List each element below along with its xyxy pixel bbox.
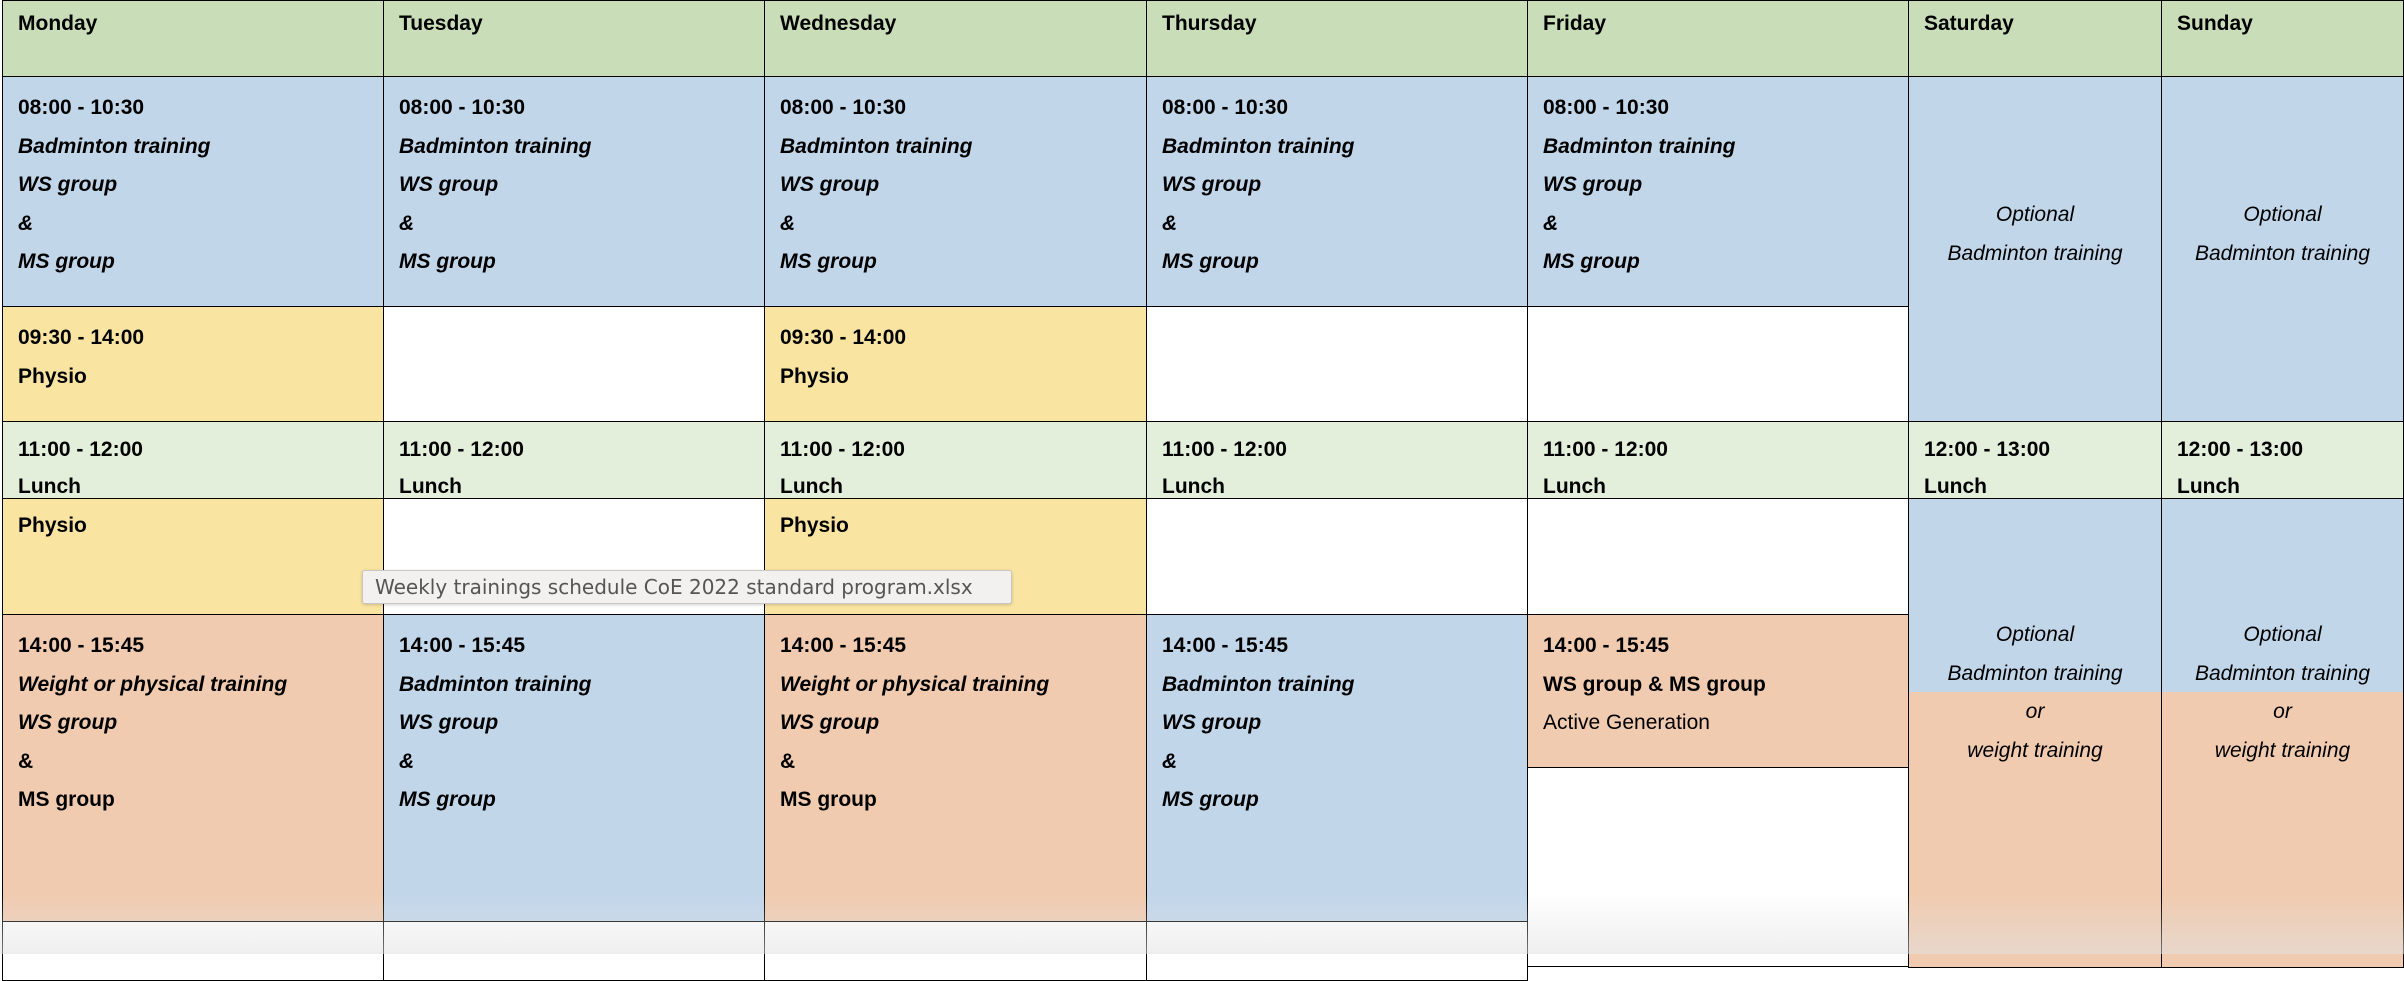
activity-label: Physio [780,364,849,388]
time-label: 14:00 - 15:45 [1162,634,1289,657]
group-label: MS group [1162,788,1259,811]
time-label: 12:00 - 13:00 [1924,438,2051,461]
cell-wednesday-lunch[interactable] [764,421,1147,499]
amp-label: & [18,749,34,773]
group-label: MS group [780,250,877,273]
group-label: MS group [1162,250,1259,273]
cell-tuesday-afternoon[interactable] [383,614,765,922]
group-label: MS group [780,788,877,811]
activity-label: Badminton training [18,134,211,158]
or-label: or [2273,700,2292,723]
activity-label: Active Generation [1543,711,1710,734]
cell-wednesday-physio[interactable] [764,306,1147,422]
time-label: 11:00 - 12:00 [780,438,905,461]
group-label: WS group [18,173,118,196]
activity-label: Badminton training [399,672,592,696]
day-label: Monday [18,12,98,35]
activity-label: Physio [18,364,87,388]
lunch-label: Lunch [18,475,81,498]
activity-label: Weight or physical training [18,672,288,696]
or-label: or [2025,700,2045,723]
time-label: 11:00 - 12:00 [1162,438,1287,461]
day-label: Friday [1543,12,1607,35]
activity-label: Badminton training [1543,134,1736,158]
cell-tuesday-empty[interactable] [383,306,765,422]
group-label: WS group [1162,173,1262,196]
cell-thursday-afternoon[interactable] [1146,614,1528,922]
time-label: 08:00 - 10:30 [1543,96,1670,119]
activity-label: Badminton training [2194,661,2371,685]
amp-label: & [18,211,34,235]
activity-label: Badminton training [1947,661,2123,685]
activity-label: weight training [1967,738,2103,762]
header-sunday[interactable] [2161,0,2404,77]
optional-label: Optional [1995,203,2075,226]
lunch-label: Lunch [2177,475,2240,498]
header-monday[interactable] [2,0,384,77]
cell-monday-afternoon[interactable] [2,614,384,922]
group-label: MS group [18,788,115,811]
activity-label: Badminton training [1162,134,1355,158]
day-label: Wednesday [780,12,897,35]
lunch-label: Lunch [1543,475,1606,498]
amp-label: & [399,749,415,773]
day-label: Saturday [1924,12,2014,35]
group-label: WS group [18,711,118,734]
time-label: 11:00 - 12:00 [18,438,143,461]
activity-label: Weight or physical training [780,672,1050,696]
time-label: 14:00 - 15:45 [399,634,526,657]
cell-tuesday-lunch[interactable] [383,421,765,499]
time-label: 14:00 - 15:45 [1543,634,1670,657]
cell-monday-physio-pm[interactable] [2,498,384,615]
cell-saturday-morning[interactable] [1908,76,2162,422]
time-label: 09:30 - 14:00 [18,326,145,349]
time-label: 11:00 - 12:00 [1543,438,1668,461]
cell-friday-lunch[interactable] [1527,421,1909,499]
time-label: 08:00 - 10:30 [1162,96,1289,119]
activity-label: Badminton training [780,134,973,158]
time-label: 14:00 - 15:45 [780,634,907,657]
time-label: 12:00 - 13:00 [2177,438,2304,461]
group-label: WS group [780,711,880,734]
header-saturday[interactable] [1908,0,2162,77]
optional-label: Optional [2243,623,2322,646]
cell-thursday-empty[interactable] [1146,498,1528,615]
file-tooltip: Weekly trainings schedule CoE 2022 standard program.xlsx [362,570,1012,604]
header-thursday[interactable] [1146,0,1528,77]
cell-thursday-bottom[interactable] [1146,921,1528,981]
cell-wednesday-afternoon[interactable] [764,614,1147,922]
cell-wednesday-bottom[interactable] [764,921,1147,981]
activity-label: Badminton training [1947,241,2123,265]
group-label: MS group [399,250,496,273]
activity-label: Badminton training [2194,241,2371,265]
group-label: WS group [399,711,499,734]
optional-label: Optional [1995,623,2075,646]
cell-tuesday-morning[interactable] [383,76,765,307]
optional-label: Optional [2243,203,2322,226]
cell-friday-afternoon[interactable] [1527,614,1909,768]
activity-label: WS group & MS group [1543,672,1766,696]
activity-label: Badminton training [399,134,592,158]
cell-saturday-afternoon[interactable] [1908,498,2162,968]
cell-tuesday-bottom[interactable] [383,921,765,981]
time-label: 08:00 - 10:30 [18,96,145,119]
cell-sunday-lunch[interactable] [2161,421,2404,499]
group-label: MS group [1543,250,1640,273]
time-label: 11:00 - 12:00 [399,438,524,461]
amp-label: & [1543,211,1559,235]
time-label: 08:00 - 10:30 [780,96,907,119]
cell-thursday-empty[interactable] [1146,306,1528,422]
group-label: MS group [399,788,496,811]
amp-label: & [1162,749,1178,773]
header-tuesday[interactable] [383,0,765,77]
amp-label: & [780,749,796,773]
day-label: Sunday [2177,12,2253,35]
time-label: 09:30 - 14:00 [780,326,907,349]
header-friday[interactable] [1527,0,1909,77]
lunch-label: Lunch [399,475,462,498]
lunch-label: Lunch [780,475,843,498]
activity-label: weight training [2214,738,2351,762]
cell-thursday-lunch[interactable] [1146,421,1528,499]
cell-saturday-lunch[interactable] [1908,421,2162,499]
cell-monday-lunch[interactable] [2,421,384,499]
day-label: Thursday [1162,12,1257,35]
cell-friday-empty[interactable] [1527,306,1909,422]
activity-label: Physio [18,514,87,537]
lunch-label: Lunch [1924,475,1987,498]
lunch-label: Lunch [1162,475,1225,498]
amp-label: & [1162,211,1178,235]
cell-sunday-afternoon[interactable] [2161,498,2404,968]
cell-thursday-morning[interactable] [1146,76,1528,307]
time-label: 14:00 - 15:45 [18,634,145,657]
day-label: Tuesday [399,12,483,35]
group-label: WS group [1543,173,1643,196]
activity-label: Physio [780,514,849,537]
group-label: WS group [1162,711,1262,734]
cell-monday-bottom[interactable] [2,921,384,981]
group-label: WS group [780,173,880,196]
activity-label: Badminton training [1162,672,1355,696]
time-label: 08:00 - 10:30 [399,96,526,119]
cell-wednesday-morning[interactable] [764,76,1147,307]
cell-friday-empty[interactable] [1527,767,1909,967]
group-label: WS group [399,173,499,196]
cell-friday-morning[interactable] [1527,76,1909,307]
amp-label: & [399,211,415,235]
header-wednesday[interactable] [764,0,1147,77]
cell-monday-physio[interactable] [2,306,384,422]
cell-monday-morning[interactable] [2,76,384,307]
amp-label: & [780,211,796,235]
group-label: MS group [18,250,115,273]
cell-friday-empty[interactable] [1527,498,1909,615]
cell-sunday-morning[interactable] [2161,76,2404,422]
